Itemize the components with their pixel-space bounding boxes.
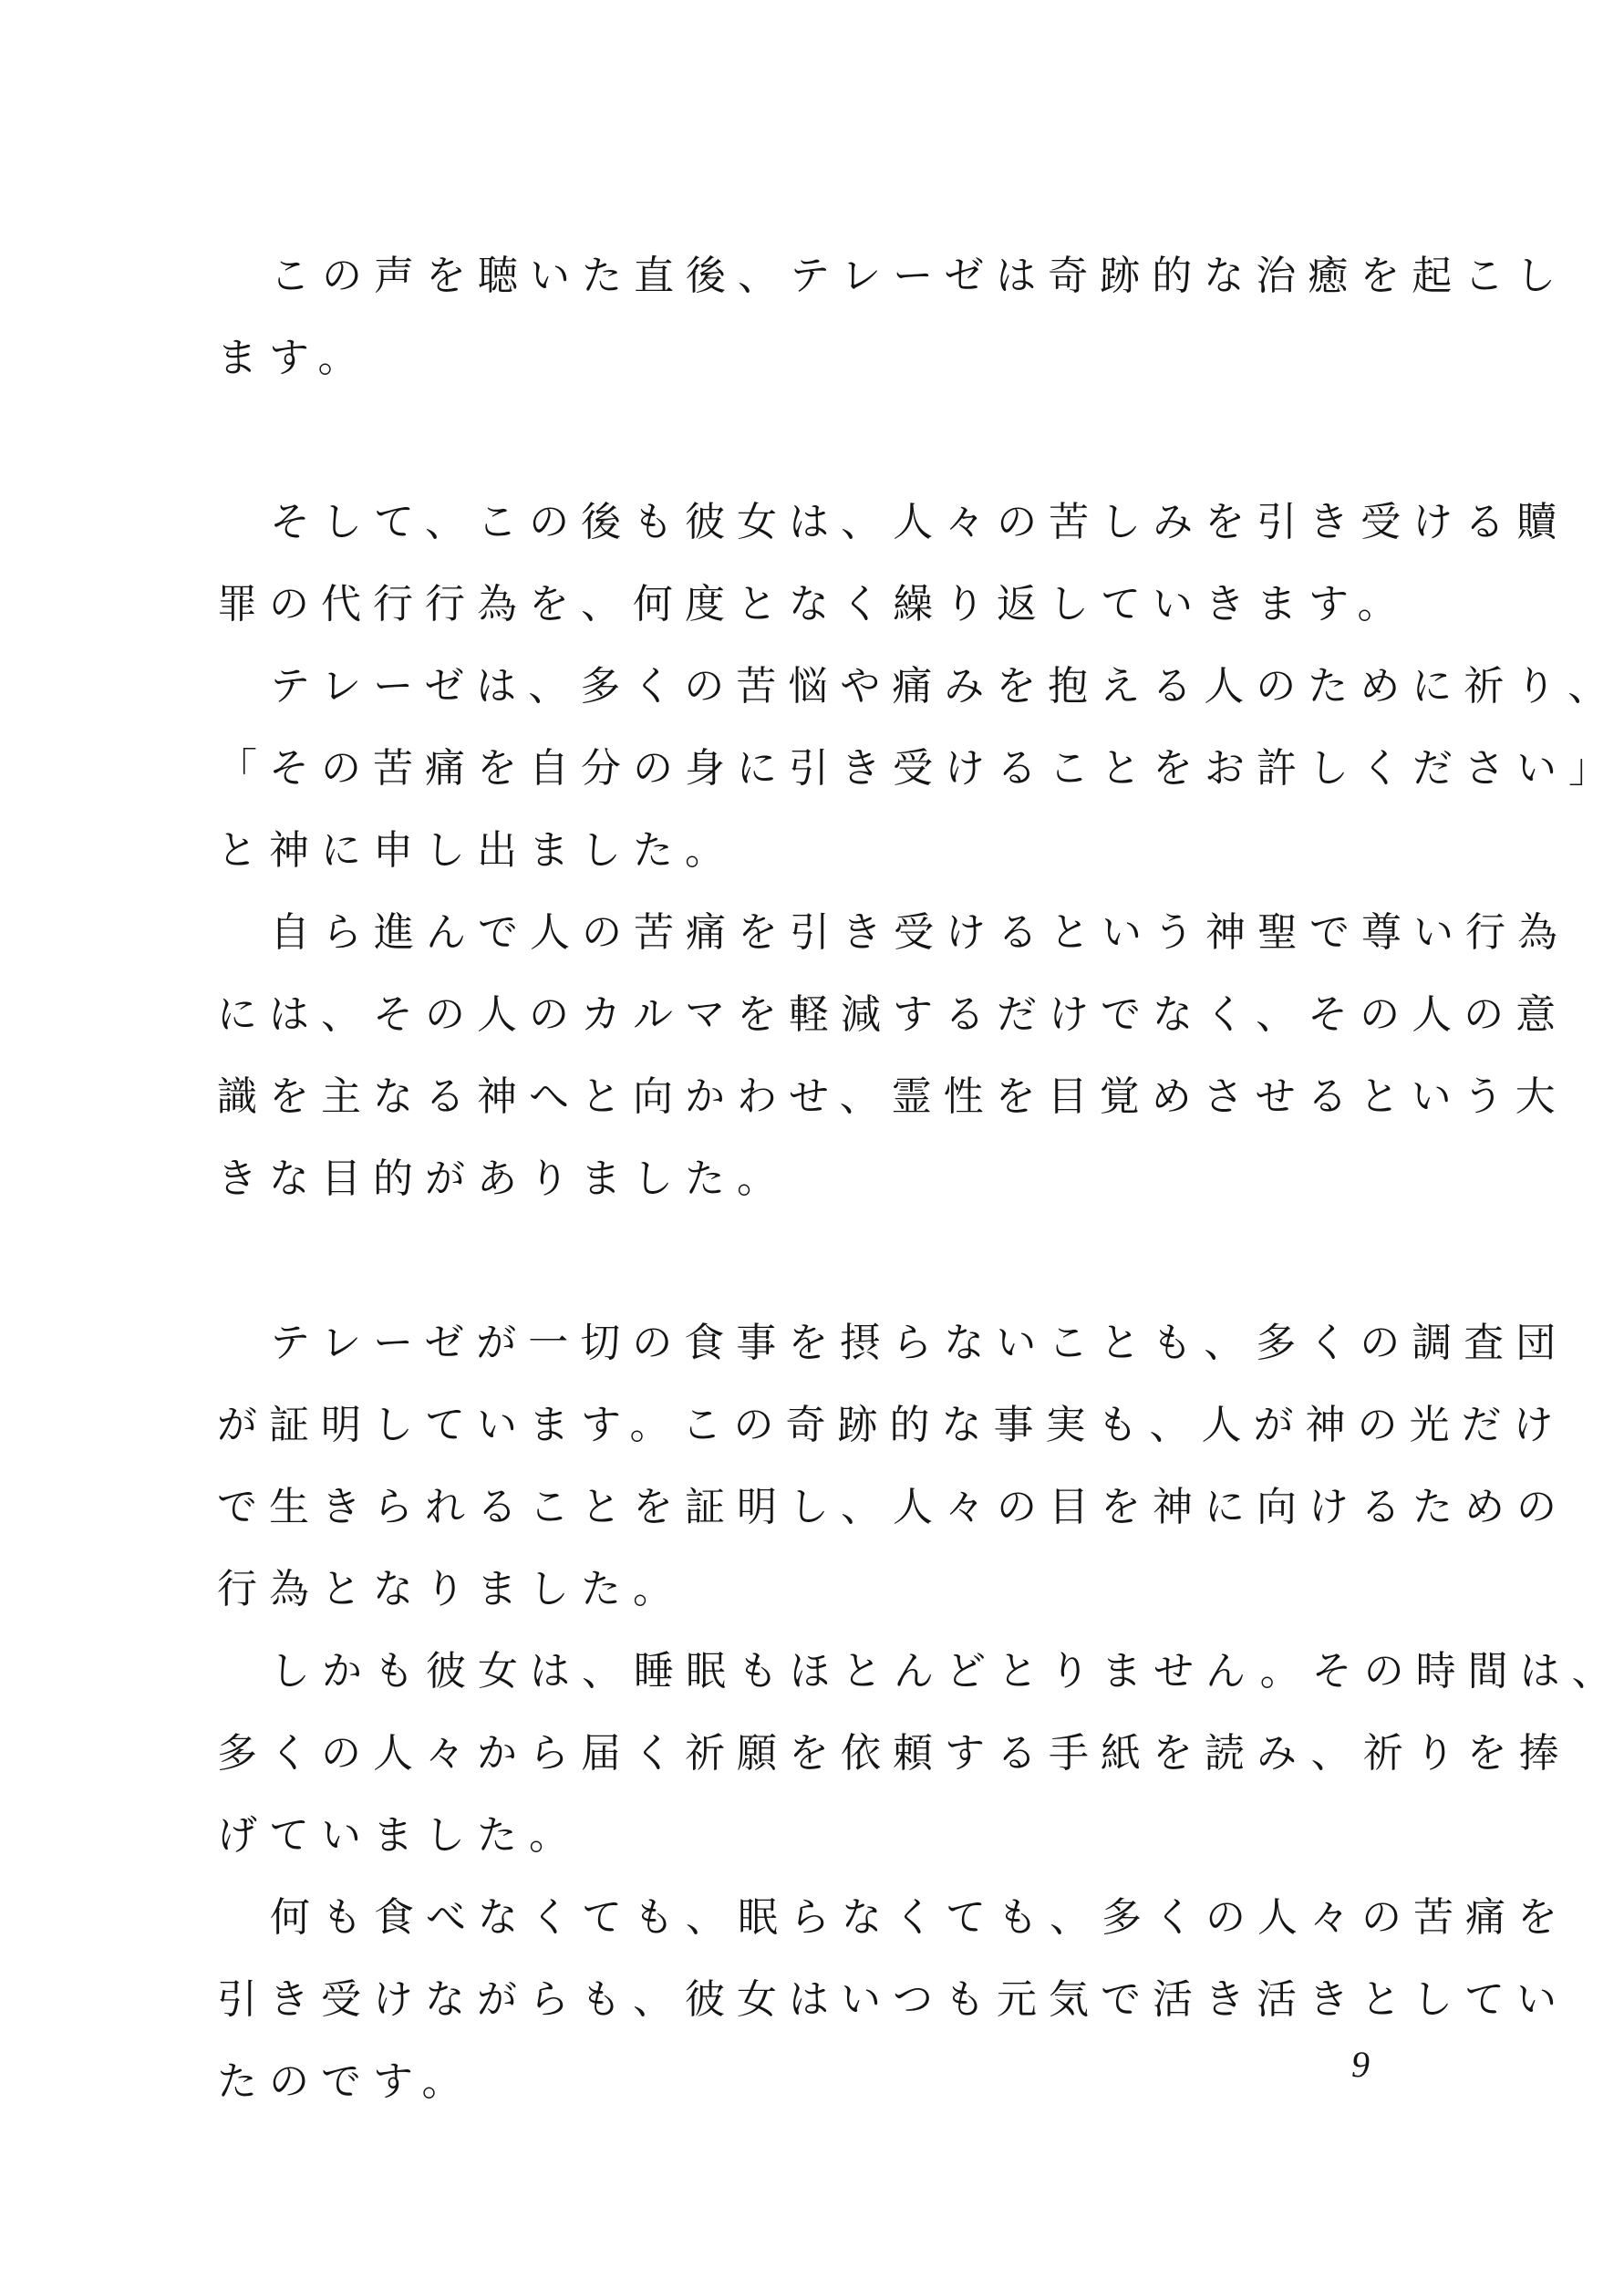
text-line: しかも彼女は、睡眠もほとんどとりません。その時間は、 [270,1648,1624,1694]
paragraph-gap [217,399,1366,482]
text-line: で生きられることを証明し、人々の目を神に向けるための [217,1484,1568,1530]
text-line: と神に申し出ました。 [217,827,737,874]
text-line: 何も食べなくても、眠らなくても、多くの人々の苦痛を [270,1894,1569,1941]
text-line: 「その苦痛を自分の身に引き受けることをお許しください」 [217,745,1620,792]
text-line: 多くの人々から届く祈願を依頼する手紙を読み、祈りを捧 [217,1730,1571,1777]
body-text [217,235,1624,2123]
text-line: には、その人のカルマを軽減するだけでなく、その人の意 [217,991,1568,1038]
text-line: ます。 [217,335,370,381]
text-line: 行為となりました。 [217,1566,685,1612]
text-line: テレーゼは、多くの苦悩や痛みを抱える人のために祈り、 [270,663,1620,710]
text-line: そして、この後も彼女は、人々の苦しみを引き受ける贖 [270,499,1569,545]
text-line: 罪の代行行為を、何度となく繰り返していきます。 [217,581,1410,627]
text-line: 自ら進んで人の苦痛を引き受けるという神聖で尊い行為 [270,909,1569,956]
text-line: きな目的がありました。 [217,1156,789,1202]
page-number: 9 [1351,2044,1370,2085]
text-line: が証明しています。この奇跡的な事実も、人が神の光だけ [217,1402,1566,1448]
text-line: たのです。 [217,2058,474,2105]
paragraph-gap [217,1220,1366,1302]
text-line: げていました。 [217,1812,581,1859]
text-line: この声を聴いた直後、テレーゼは奇跡的な治癒を起こし [270,253,1568,299]
text-line: 引き受けながらも、彼女はいつも元気で活き活きとしてい [217,1976,1568,2023]
text-line: 識を主なる神へと向かわせ、霊性を目覚めさせるという大 [217,1073,1567,1120]
text-line: テレーゼが一切の食事を摂らないことも、多くの調査団 [270,1320,1568,1366]
